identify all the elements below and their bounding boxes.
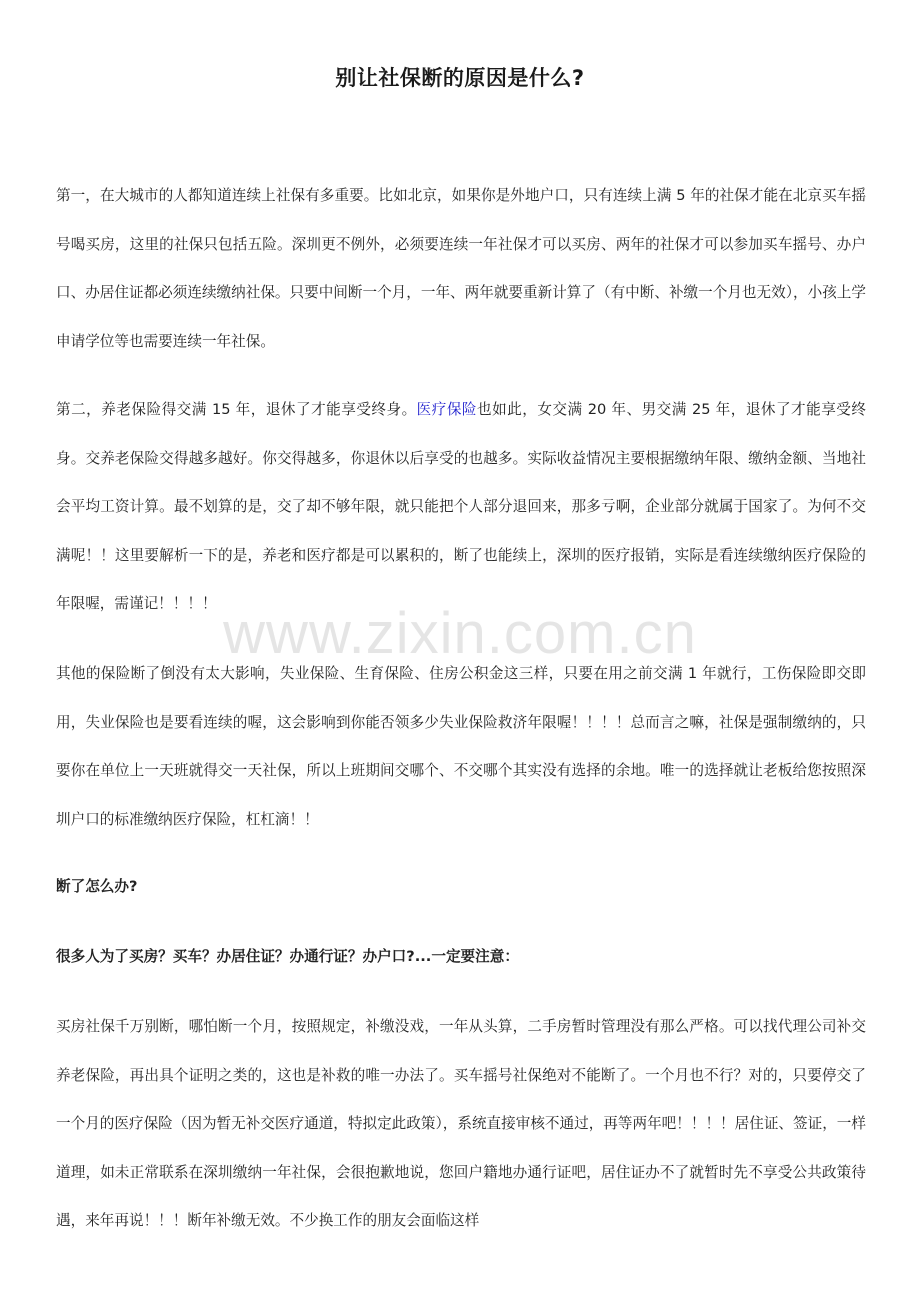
section-heading-attention: 很多人为了买房？买车？办居住证？办通行证？办户口?...一定要注意： (56, 948, 519, 965)
site-watermark: www.zixin.com.cn (223, 601, 697, 666)
paragraph-second-text-end: 也如此，女交满 20 年、男交满 25 年，退休了才能享受终身。交养老保险交得越多越好。你交得越多，你退休以后享受的也越多。实际收益情况主要根据缴纳年限、缴纳金额、当地社会平均工资计算。最不划算的是，交了却不够年限，就只能把个人部分退回来，那多亏啊，企业部分就属于国家了。为何不交满呢！！这里要解析一下的是，养老和医疗都是可以累积的，断了也能续上，深圳的医疗报销，实际是看连续缴纳医疗保险的年限喔，需谨记！！！！ (56, 401, 866, 613)
document-title: 别让社保断的原因是什么? (335, 66, 585, 90)
paragraph-second-text-start: 第二，养老保险得交满 15 年，退休了才能享受终身。 (56, 401, 417, 418)
medical-insurance-link[interactable]: 医疗保险 (416, 401, 477, 418)
paragraph-third: 其他的保险断了倒没有太大影响，失业保险、生育保险、住房公积金这三样，只要在用之前交满 1 年就行，工伤保险即交即用，失业保险也是要看连续的喔，这会影响到你能否领多少失业保险救济年限喔！！！！总而言之嘛，社保是强制缴纳的，只要你在单位上一天班就得交一天社保，所以上班期间交哪个、不交哪个其实没有选择的余地。唯一的选择就让老板给您按照深圳户口的标准缴纳医疗保险，杠杠滴！！ (56, 665, 866, 828)
paragraph-second (56, 386, 866, 629)
paragraph-fourth: 买房社保千万别断，哪怕断一个月，按照规定，补缴没戏，一年从头算，二手房暂时管理没有那么严格。可以找代理公司补交养老保险，再出具个证明之类的，这也是补救的唯一办法了。买车摇号社保绝对不能断了。一个月也不行？对的，只要停交了一个月的医疗保险（因为暂无补交医疗通道，特拟定此政策），系统直接审核不通过，再等两年吧！！！！居住证、签证，一样道理，如未正常联系在深圳缴纳一年社保，会很抱歉地说，您回户籍地办通行证吧，居住证办不了就暂时先不享受公共政策待遇，来年再说！！！断年补缴无效。不少换工作的朋友会面临这样 (56, 1018, 866, 1230)
section-heading-what-to-do: 断了怎么办? (56, 878, 138, 895)
paragraph-first: 第一，在大城市的人都知道连续上社保有多重要。比如北京，如果你是外地户口，只有连续上满 5 年的社保才能在北京买车摇号喝买房，这里的社保只包括五险。深圳更不例外，必须要连续一年社保才可以买房、两年的社保才可以参加买车摇号、办户口、办居住证都必须连续缴纳社保。只要中间断一个月，一年、两年就要重新计算了（有中断、补缴一个月也无效），小孩上学申请学位等也需要连续一年社保。 (56, 187, 866, 350)
